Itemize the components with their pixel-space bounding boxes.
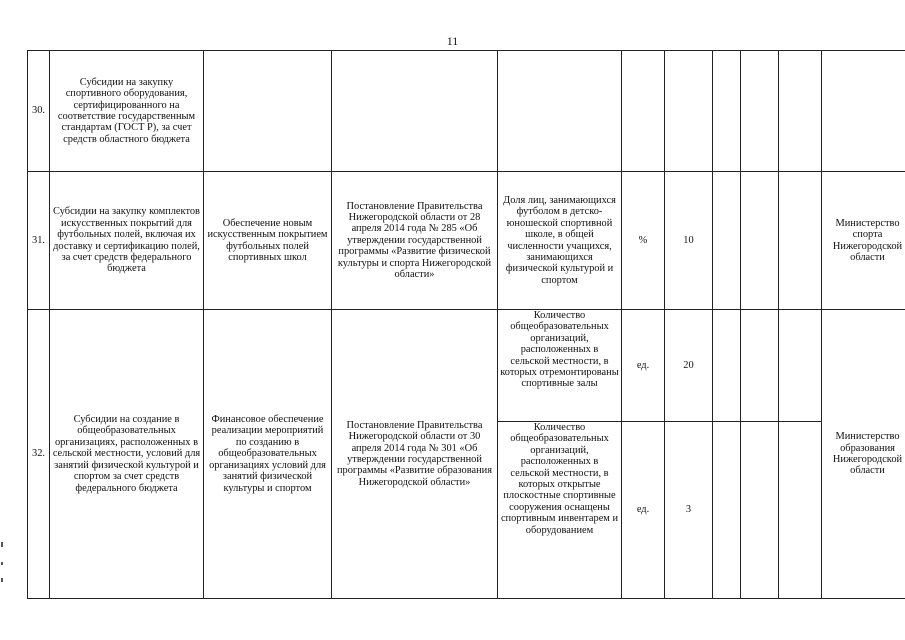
empty-cell [741,310,779,422]
purpose-cell: Обеспечение новым искусственным покрытием футбольных полей спортивных школ [204,172,332,310]
page-number: 11 [446,34,459,48]
ministry-cell: Министерство спорта Нижегородской области [822,172,905,310]
empty-cell [741,172,779,310]
empty-cell [779,172,822,310]
empty-cell [713,51,741,172]
empty-cell [779,51,822,172]
empty-cell [713,422,741,599]
empty-cell [713,310,741,422]
ministry-cell [822,51,905,172]
empty-cell [741,422,779,599]
unit-cell: % [622,172,665,310]
purpose-cell [204,51,332,172]
indicator-cell: Доля лиц, занимающихся футболом в детско-юношеской спортивной школе, в общей численности учащихся, занимающихся физической культурой и спортом [498,172,622,310]
empty-cell [779,310,822,422]
normative-act [332,51,498,172]
normative-act: Постановление Правительства Нижегородской области от 28 апреля 2014 года № 285 «Об утверждении государственной программы «Развитие физической культуры и спорта Нижегородской области» [332,172,498,310]
unit-cell [622,51,665,172]
table-row [28,310,905,422]
empty-cell [741,51,779,172]
scan-speck [1,578,3,582]
subsidy-name: Субсидии на закупку комплектов искусственных покрытий для футбольных полей, включая их доставку и сертификацию полей, за счет средств федерального бюджета [50,172,204,310]
row-number: 31. [28,172,50,310]
row-number: 30. [28,51,50,172]
scan-speck [1,562,3,565]
value-cell: 10 [665,172,713,310]
indicator-cell: Количество общеобразовательных организаций, расположенных в сельской местности, в которых открытые плоскостные спортивные сооружения оснащены спортивным инвентарем и оборудованием [498,422,622,599]
value-cell: 3 [665,422,713,599]
subsidy-name: Субсидии на закупку спортивного оборудования, сертифицированного на соответствие государственным стандартам (ГОСТ Р), за счет средств областного бюджета [50,51,204,172]
table-row [28,172,905,310]
value-cell [665,51,713,172]
scan-speck [1,542,3,547]
empty-cell [779,422,822,599]
purpose-cell: Финансовое обеспечение реализации мероприятий по созданию в общеобразовательных организациях условий для занятий физической культуры и спортом [204,310,332,599]
table-row [28,51,905,172]
indicator-cell: Количество общеобразовательных организаций, расположенных в сельской местности, в которых отремонтированы спортивные залы [498,310,622,422]
indicator-cell [498,51,622,172]
empty-cell [713,172,741,310]
ministry-cell: Министерство образования Нижегородской области [822,310,905,599]
unit-cell: ед. [622,422,665,599]
subsidy-name: Субсидии на создание в общеобразовательных организациях, расположенных в сельской местности, условий для занятий физической культурой и спортом за счет средств федерального бюджета [50,310,204,599]
value-cell: 20 [665,310,713,422]
row-number: 32. [28,310,50,599]
measures-table [27,50,905,599]
unit-cell: ед. [622,310,665,422]
normative-act: Постановление Правительства Нижегородской области от 30 апреля 2014 года № 301 «Об утверждении государственной программы «Развитие образования Нижегородской области» [332,310,498,599]
